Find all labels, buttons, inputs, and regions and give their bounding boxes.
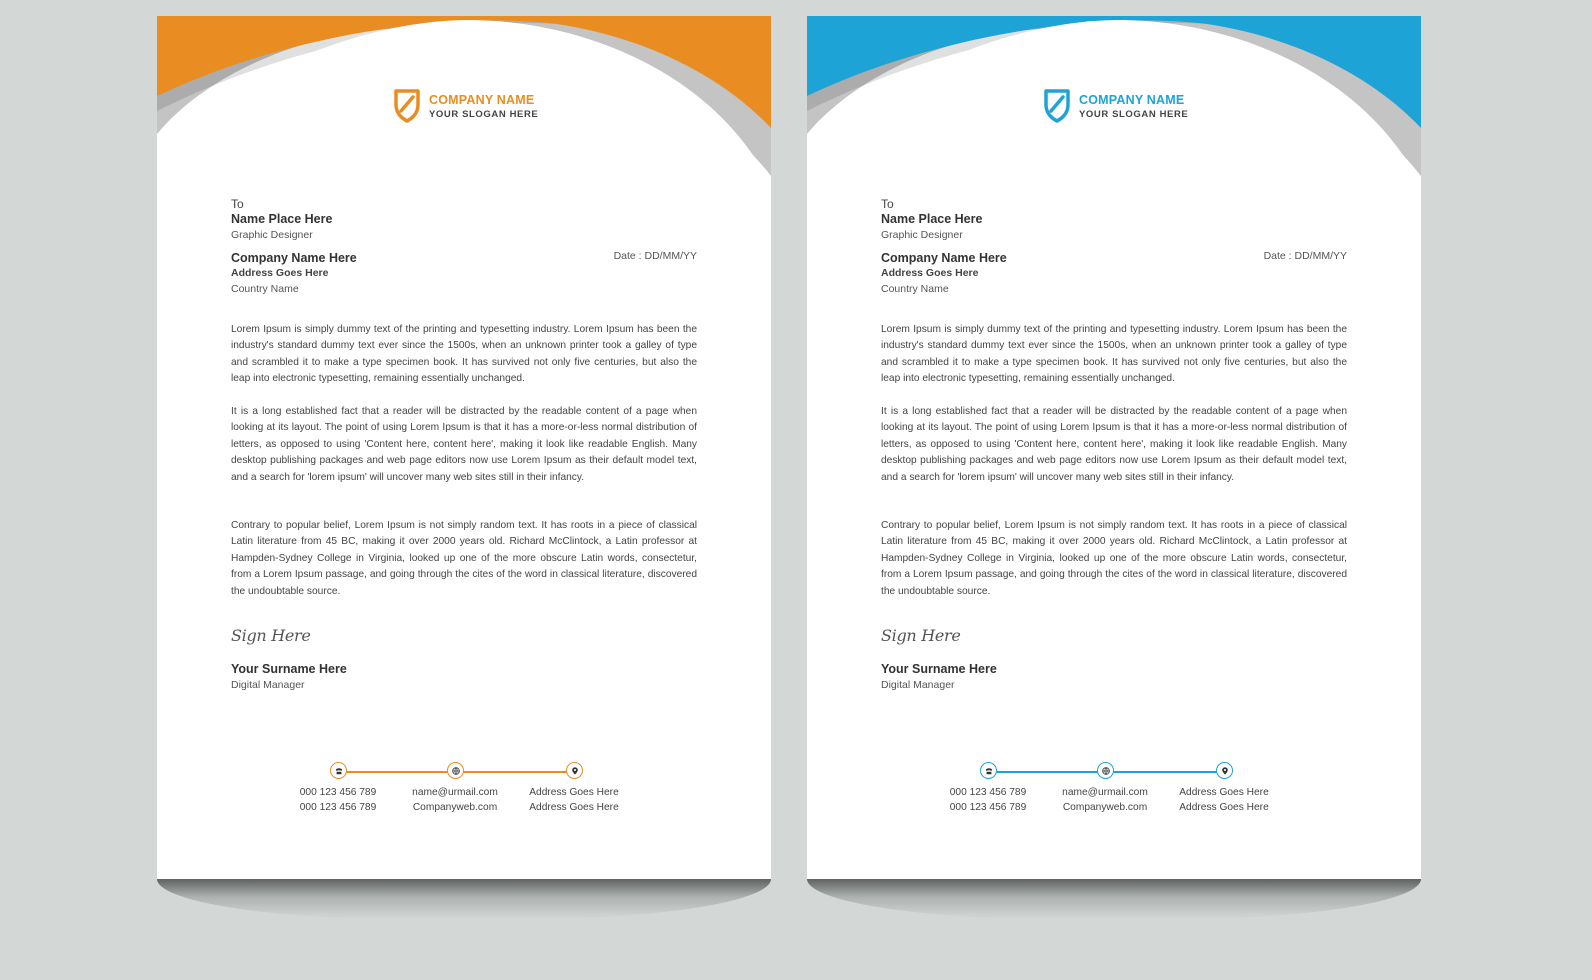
recipient-name: Name Place Here <box>231 212 333 226</box>
contact-line-1: 000 123 456 789 <box>949 787 1027 798</box>
contact-line-2: Companyweb.com <box>412 802 498 813</box>
sender-name: Your Surname Here <box>881 662 997 676</box>
page-shadow <box>157 879 771 919</box>
recipient-country: Country Name <box>231 283 299 295</box>
to-label: To <box>231 197 244 211</box>
contact-info <box>1159 785 1289 815</box>
globe-icon <box>452 767 460 775</box>
recipient-company: Company Name Here <box>881 251 1007 265</box>
page-shadow <box>807 879 1421 919</box>
shield-icon <box>393 88 421 124</box>
phone-icon <box>985 767 993 775</box>
contact-info <box>390 785 520 815</box>
contact-icon-badge <box>1097 762 1114 779</box>
shield-icon <box>1043 88 1071 124</box>
recipient-role: Graphic Designer <box>881 229 963 241</box>
contact-icon-badge <box>447 762 464 779</box>
recipient-address: Address Goes Here <box>881 267 979 279</box>
letterhead-page <box>807 16 1421 879</box>
letter-date: Date : DD/MM/YY <box>1263 250 1347 262</box>
letterhead-page <box>157 16 771 879</box>
logo-text <box>429 93 538 120</box>
contact-line-1: 000 123 456 789 <box>299 787 377 798</box>
body-paragraph: Contrary to popular belief, Lorem Ipsum is not simply random text. It has roots in a piece of classical Latin literature from 45 BC, making it over 2000 years old. Richard McClintock, a Latin professor at Hampden-Sydney College in Virginia, looked up one of the more obscure Latin words, consectetur, from a Lorem Ipsum passage, and going through the cites of the word in classical literature, discovered the undoubtable source. <box>231 520 697 597</box>
contact-line-2: 000 123 456 789 <box>949 802 1027 813</box>
location-pin-icon <box>571 767 579 775</box>
to-label: To <box>881 197 894 211</box>
body-paragraph: It is a long established fact that a reader will be distracted by the readable content of a page when looking at its layout. The point of using Lorem Ipsum is that it has a more-or-less normal distribution of letters, as opposed to using 'Content here, content here', making it look like readable English. Many desktop publishing packages and web page editors now use Lorem Ipsum as their default model text, and a search for 'lorem ipsum' will uncover many web sites still in their infancy. <box>881 406 1347 483</box>
contact-line-2: Companyweb.com <box>1062 802 1148 813</box>
recipient-role: Graphic Designer <box>231 229 313 241</box>
sender-role: Digital Manager <box>881 679 955 691</box>
phone-icon <box>335 767 343 775</box>
signature: Sign Here <box>231 626 311 645</box>
sender-role: Digital Manager <box>231 679 305 691</box>
body-paragraph: Contrary to popular belief, Lorem Ipsum is not simply random text. It has roots in a piece of classical Latin literature from 45 BC, making it over 2000 years old. Richard McClintock, a Latin professor at Hampden-Sydney College in Virginia, looked up one of the more obscure Latin words, consectetur, from a Lorem Ipsum passage, and going through the cites of the word in classical literature, discovered the undoubtable source. <box>881 520 1347 597</box>
sender-name: Your Surname Here <box>231 662 347 676</box>
letter-date: Date : DD/MM/YY <box>613 250 697 262</box>
contact-line-1: name@urmail.com <box>412 787 498 798</box>
company-logo <box>393 88 538 124</box>
contact-line-2: Address Goes Here <box>529 802 619 813</box>
contact-icon-badge <box>980 762 997 779</box>
contact-info <box>1040 785 1170 815</box>
contact-icon-badge <box>330 762 347 779</box>
company-slogan: YOUR SLOGAN HERE <box>429 108 539 120</box>
contact-line-1: Address Goes Here <box>1179 787 1269 798</box>
recipient-company: Company Name Here <box>231 251 357 265</box>
company-name: COMPANY NAME <box>429 92 535 107</box>
contact-info <box>923 785 1053 815</box>
contact-line-2: 000 123 456 789 <box>299 802 377 813</box>
recipient-country: Country Name <box>881 283 949 295</box>
company-logo <box>1043 88 1188 124</box>
contact-icon-badge <box>566 762 583 779</box>
contact-icon-badge <box>1216 762 1233 779</box>
contact-info <box>273 785 403 815</box>
location-pin-icon <box>1221 767 1229 775</box>
body-paragraph: Lorem Ipsum is simply dummy text of the printing and typesetting industry. Lorem Ipsum has been the industry's standard dummy text ever since the 1500s, when an unknown printer took a galley of type and scrambled it to make a type specimen book. It has survived not only five centuries, but also the leap into electronic typesetting, remaining essentially unchanged. <box>231 324 697 385</box>
recipient-name: Name Place Here <box>881 212 983 226</box>
body-paragraph: It is a long established fact that a reader will be distracted by the readable content of a page when looking at its layout. The point of using Lorem Ipsum is that it has a more-or-less normal distribution of letters, as opposed to using 'Content here, content here', making it look like readable English. Many desktop publishing packages and web page editors now use Lorem Ipsum as their default model text, and a search for 'lorem ipsum' will uncover many web sites still in their infancy. <box>231 406 697 483</box>
contact-line-2: Address Goes Here <box>1179 802 1269 813</box>
recipient-address: Address Goes Here <box>231 267 329 279</box>
logo-text <box>1079 93 1188 120</box>
contact-line-1: name@urmail.com <box>1062 787 1148 798</box>
body-paragraph: Lorem Ipsum is simply dummy text of the printing and typesetting industry. Lorem Ipsum has been the industry's standard dummy text ever since the 1500s, when an unknown printer took a galley of type and scrambled it to make a type specimen book. It has survived not only five centuries, but also the leap into electronic typesetting, remaining essentially unchanged. <box>881 324 1347 385</box>
signature: Sign Here <box>881 626 961 645</box>
contact-line-1: Address Goes Here <box>529 787 619 798</box>
company-name: COMPANY NAME <box>1079 92 1185 107</box>
contact-info <box>509 785 639 815</box>
globe-icon <box>1102 767 1110 775</box>
company-slogan: YOUR SLOGAN HERE <box>1079 108 1189 120</box>
